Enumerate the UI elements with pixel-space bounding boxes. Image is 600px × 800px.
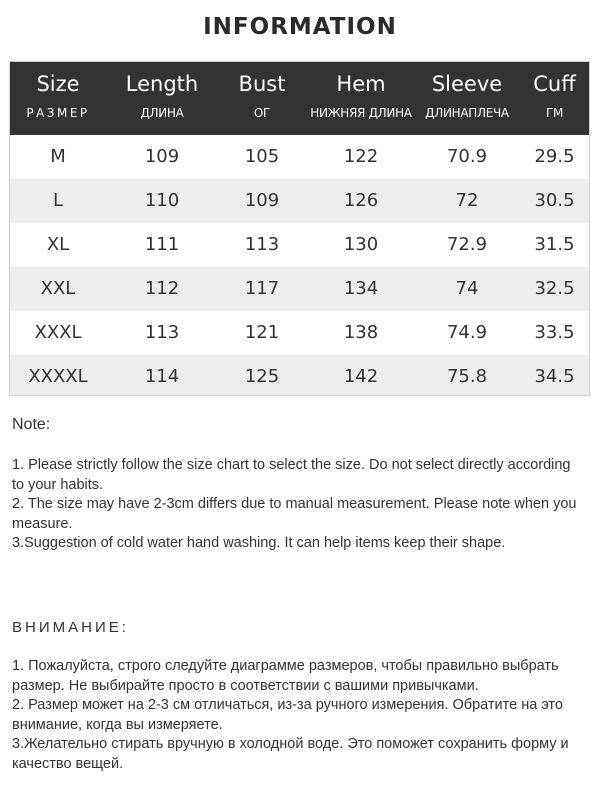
column-subtitle: ДЛИНА bbox=[140, 106, 184, 120]
note-item: 1. Please strictly follow the size chart to select the size. Do not select directly according to your habits. bbox=[12, 457, 571, 493]
bust-cell: 125 bbox=[244, 366, 280, 387]
note-item: 2. The size may have 2-3cm differs due to manual measurement. Please note when you measure. bbox=[12, 496, 577, 532]
note-list-en bbox=[12, 456, 582, 554]
sleeve-cell: 72.9 bbox=[446, 234, 488, 255]
note-item: 3.Suggestion of cold water hand washing. It can help items keep their shape. bbox=[12, 535, 506, 551]
length-cell: 112 bbox=[144, 278, 180, 299]
bust-cell: 109 bbox=[244, 190, 280, 211]
table-row bbox=[10, 311, 589, 355]
table-row bbox=[10, 179, 589, 223]
length-cell: 113 bbox=[144, 322, 180, 343]
cuff-cell: 30.5 bbox=[534, 190, 575, 211]
sleeve-cell: 72 bbox=[455, 190, 479, 211]
hem-cell: 138 bbox=[343, 322, 379, 343]
note-heading-ru: ВНИМАНИЕ: bbox=[12, 619, 129, 636]
sleeve-cell: 74.9 bbox=[446, 322, 488, 343]
column-subtitle: ОГ bbox=[253, 106, 271, 120]
length-cell: 110 bbox=[144, 190, 180, 211]
column-title: Hem bbox=[336, 72, 386, 96]
note-item: 2. Размер может на 2-3 см отличаться, из-за ручного измерения. Обратите на это внимание, когда вы измеряете. bbox=[12, 697, 563, 733]
cuff-cell: 31.5 bbox=[534, 234, 575, 255]
hem-cell: 126 bbox=[343, 190, 379, 211]
table-row bbox=[10, 267, 589, 311]
note-heading: Note: bbox=[12, 416, 51, 433]
bust-cell: 117 bbox=[244, 278, 280, 299]
column-header-sleeve bbox=[416, 62, 518, 135]
column-header-cuff bbox=[518, 62, 590, 135]
column-title: Length bbox=[125, 72, 199, 96]
hem-cell: 122 bbox=[343, 146, 379, 167]
cuff-cell: 34.5 bbox=[534, 366, 575, 387]
column-header-length bbox=[106, 62, 218, 135]
page-title: INFORMATION bbox=[203, 14, 397, 40]
note-item: 1. Пожалуйста, строго следуйте диаграмме размеров, чтобы правильно выбрать размер. Не выбирайте просто в соответствии с вашими привычками. bbox=[12, 658, 559, 694]
sleeve-cell: 75.8 bbox=[446, 366, 488, 387]
sleeve-cell: 74 bbox=[455, 278, 479, 299]
size-cell: XL bbox=[46, 234, 70, 255]
sleeve-cell: 70.9 bbox=[446, 146, 488, 167]
cuff-cell: 32.5 bbox=[534, 278, 575, 299]
column-title: Cuff bbox=[533, 72, 576, 96]
column-subtitle: НИЖНЯЯ ДЛИНА bbox=[310, 106, 412, 120]
note-list-ru bbox=[12, 657, 582, 774]
column-subtitle: ДЛИНАПЛЕЧА bbox=[425, 106, 509, 120]
size-chart-table bbox=[9, 61, 590, 396]
size-cell: XXXXL bbox=[28, 366, 88, 387]
column-title: Sleeve bbox=[431, 72, 503, 96]
note-item: 3.Желательно стирать вручную в холодной воде. Это поможет сохранить форму и качество вещей. bbox=[12, 736, 569, 772]
size-cell: L bbox=[52, 190, 64, 211]
table-row bbox=[10, 355, 589, 396]
column-header-size bbox=[10, 62, 106, 135]
size-cell: XXXL bbox=[34, 322, 82, 343]
length-cell: 114 bbox=[144, 366, 180, 387]
bust-cell: 105 bbox=[244, 146, 280, 167]
table-row bbox=[10, 223, 589, 267]
table-header bbox=[10, 62, 589, 135]
length-cell: 109 bbox=[144, 146, 180, 167]
column-title: Bust bbox=[238, 72, 286, 96]
column-header-hem bbox=[306, 62, 416, 135]
column-subtitle: ГМ bbox=[545, 106, 564, 120]
column-header-bust bbox=[218, 62, 306, 135]
column-title: Size bbox=[36, 72, 80, 96]
size-cell: XXL bbox=[40, 278, 76, 299]
cuff-cell: 33.5 bbox=[534, 322, 575, 343]
size-cell: M bbox=[50, 146, 66, 167]
bust-cell: 121 bbox=[244, 322, 280, 343]
hem-cell: 134 bbox=[343, 278, 379, 299]
bust-cell: 113 bbox=[244, 234, 280, 255]
table-row bbox=[10, 135, 589, 179]
hem-cell: 142 bbox=[343, 366, 379, 387]
column-subtitle: РАЗМЕР bbox=[26, 106, 90, 120]
hem-cell: 130 bbox=[343, 234, 379, 255]
length-cell: 111 bbox=[144, 234, 180, 255]
cuff-cell: 29.5 bbox=[534, 146, 575, 167]
